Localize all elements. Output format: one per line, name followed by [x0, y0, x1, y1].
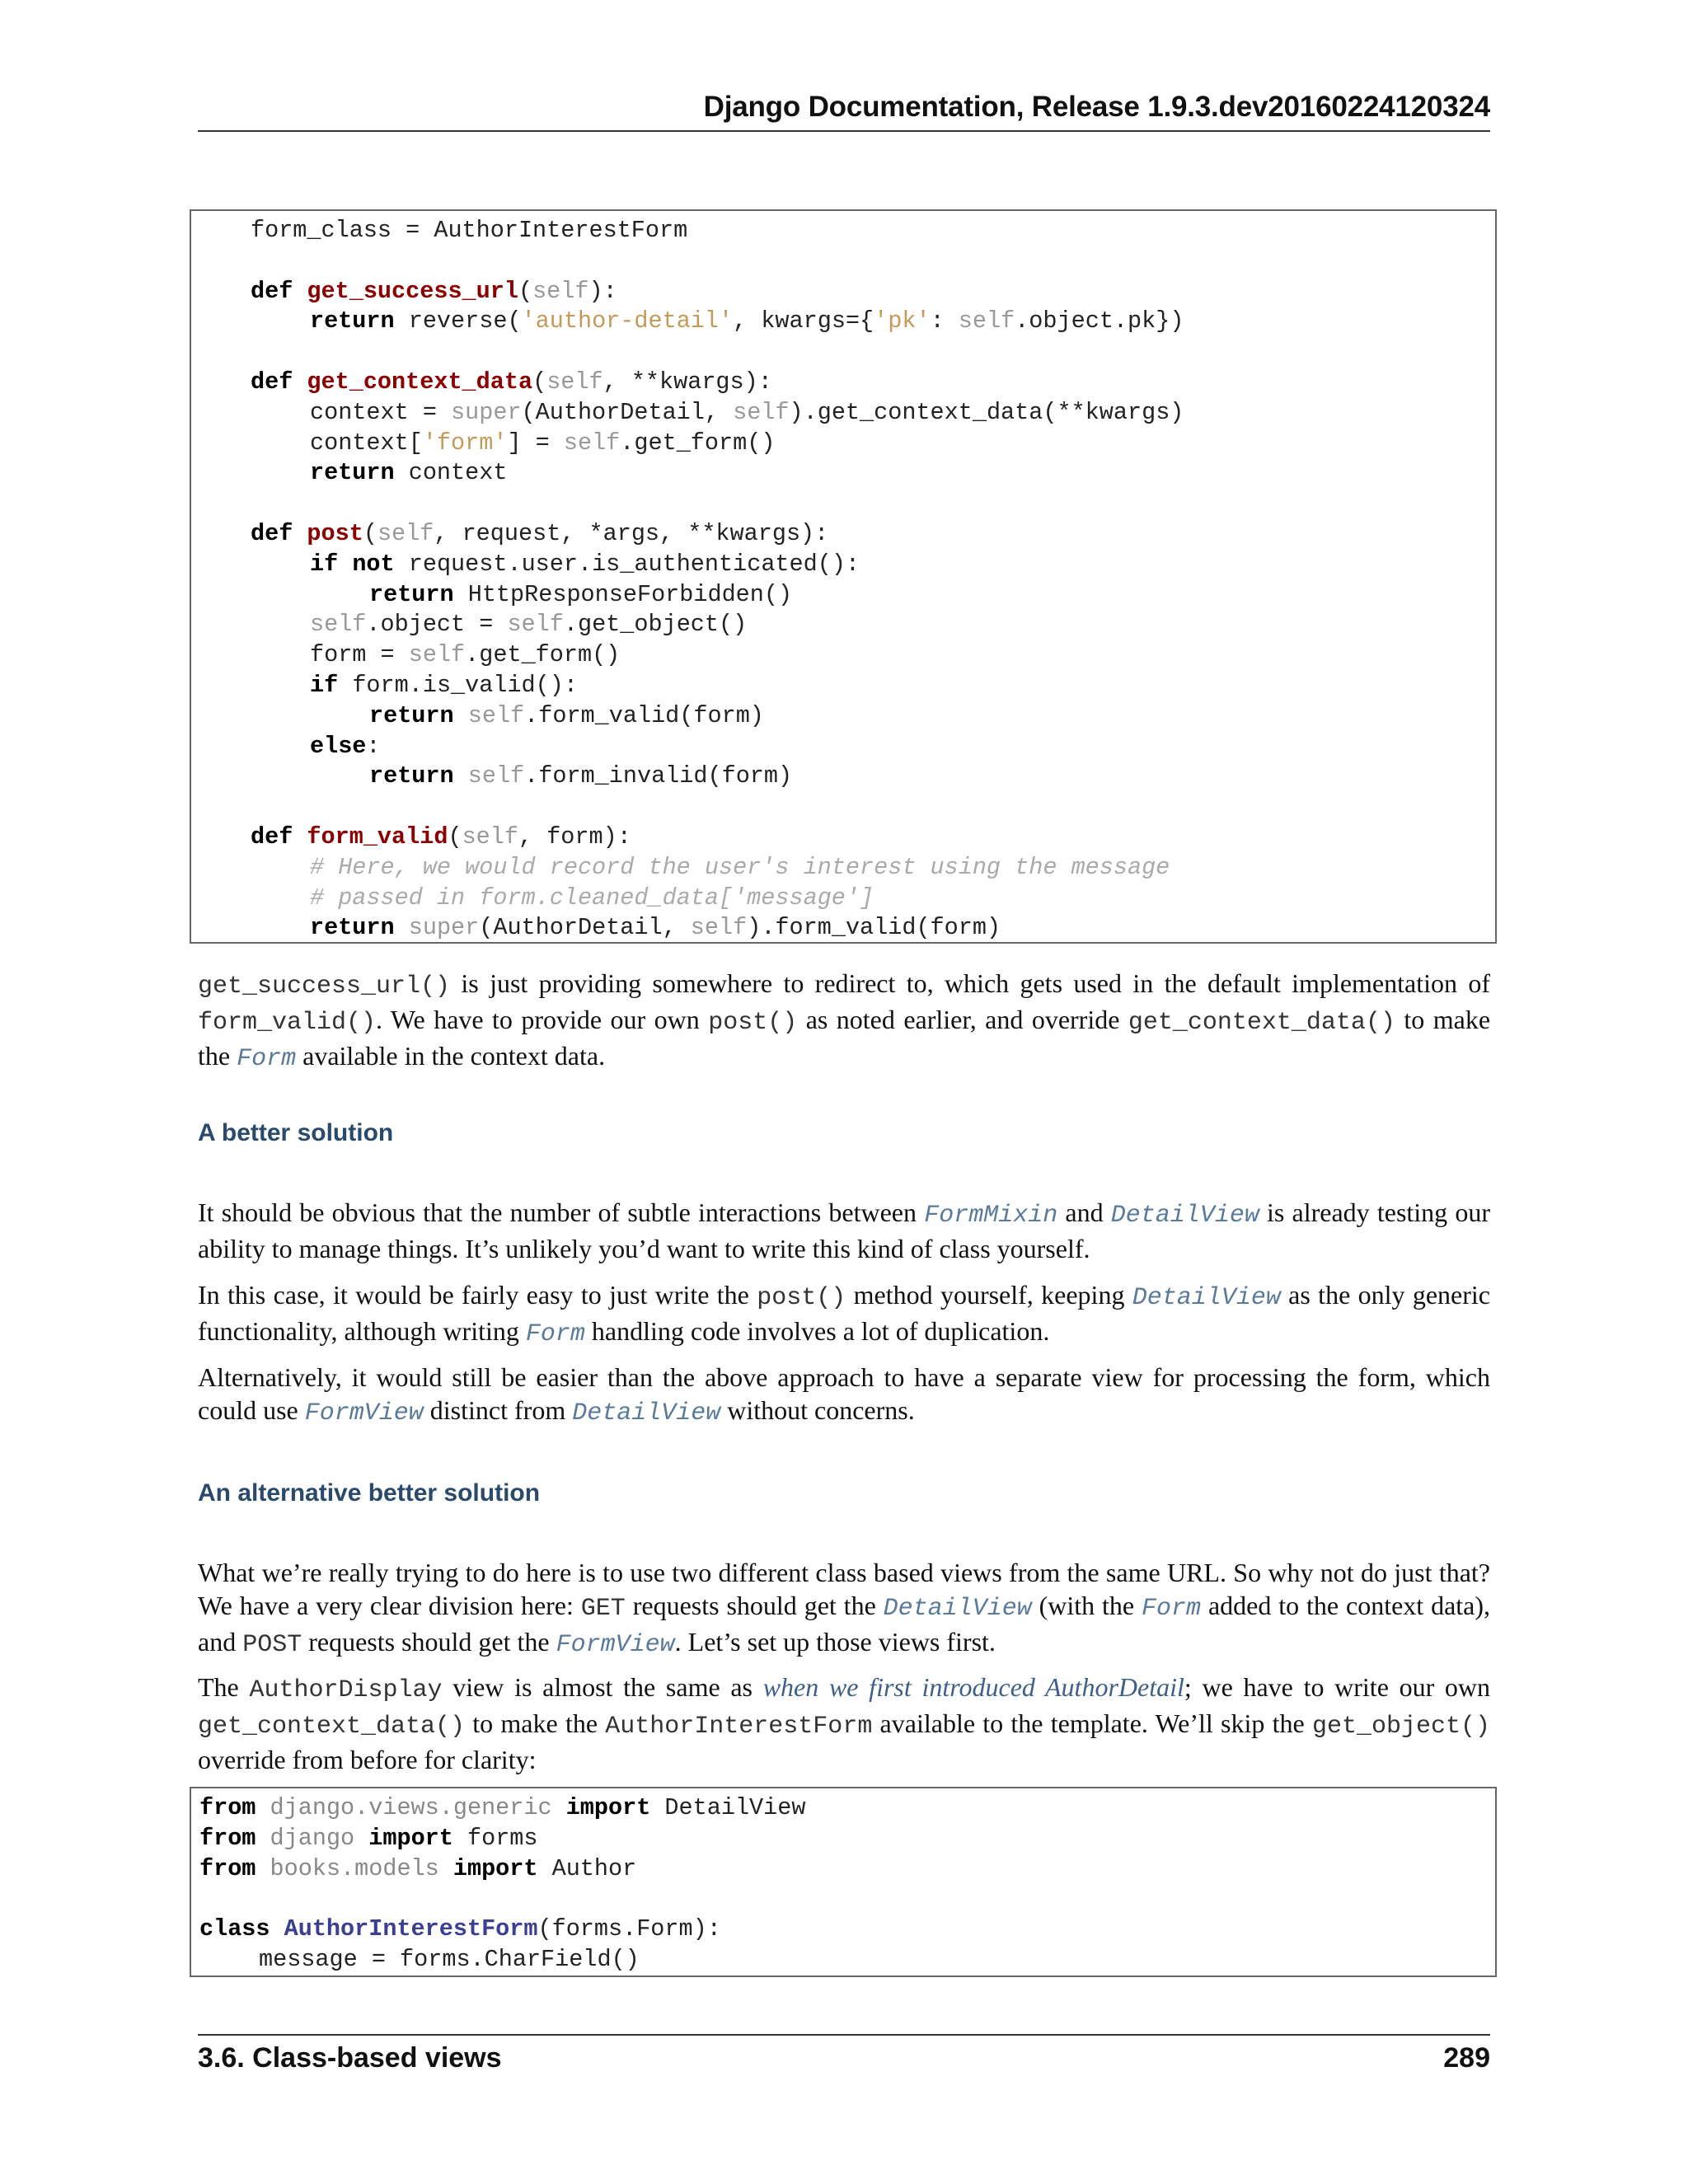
footer-section-title: 3.6. Class-based views — [198, 2042, 502, 2074]
code-line: return context — [310, 459, 508, 487]
code-line: return self.form_invalid(form) — [369, 762, 793, 790]
code-line: context = super(AuthorDetail, self).get_context_data(**kwargs) — [310, 398, 1184, 426]
code-line: if not request.user.is_authenticated(): — [310, 550, 860, 578]
reference-link[interactable]: FormMixin — [924, 1202, 1058, 1230]
code-line — [191, 489, 1495, 519]
code-line: from django import forms — [199, 1824, 538, 1852]
code-line: self.object = self.get_object() — [310, 611, 748, 639]
code-line — [191, 337, 1495, 368]
code-line: def form_valid(self, form): — [251, 823, 631, 851]
paragraph-subtle-interactions: It should be obvious that the number of subtle interactions between FormMixin and DetailView is already testing our ability to manage things. It’s unlikely you’d want to write this kind of class yourself. — [198, 1197, 1491, 1263]
header-rule — [198, 130, 1490, 132]
code-comment: # passed in form.cleaned_data['message'] — [310, 883, 874, 912]
code-line: from django.views.generic import DetailView — [199, 1794, 806, 1821]
code-line: from books.models import Author — [199, 1854, 637, 1882]
code-line — [191, 1884, 1495, 1915]
reference-link[interactable]: DetailView — [883, 1595, 1032, 1623]
code-line: form = self.get_form() — [310, 641, 621, 669]
cross-reference-link[interactable]: when we first introduced AuthorDetail — [762, 1672, 1184, 1702]
footer-page-number: 289 — [1443, 2042, 1490, 2074]
reference-link[interactable]: DetailView — [1132, 1284, 1281, 1312]
code-line: def get_context_data(self, **kwargs): — [251, 368, 772, 396]
paragraph-alternatively: Alternatively, it would still be easier than the above approach to have a separate view for processing the form, which could use FormView distinct from DetailView without concerns. — [198, 1362, 1490, 1427]
code-line: def get_success_url(self): — [251, 277, 617, 305]
paragraph-two-views: What we’re really trying to do here is to use two different class based views from the same URL. So why not do just that? We have a very clear division here: GET requests should get the DetailView (with the Form added to the context data), and POST requests should get the FormView. Let’s set up those views first. — [198, 1558, 1491, 1659]
section-heading: A better solution — [198, 1119, 394, 1146]
code-line: class AuthorInterestForm(forms.Form): — [199, 1915, 721, 1943]
code-line: context['form'] = self.get_form() — [310, 429, 776, 457]
reference-link[interactable]: Form — [525, 1320, 585, 1348]
code-line — [191, 792, 1495, 823]
code-line: else: — [310, 732, 381, 760]
code-line: def post(self, request, *args, **kwargs): — [251, 519, 829, 547]
reference-link[interactable]: FormView — [556, 1631, 675, 1659]
paragraph-success-url: get_success_url() is just providing somewhere to redirect to, which gets used in the default implementation of form_valid(). We have to provide our own post() as noted earlier, and override get_context_data() to make the Form available in the context data. — [198, 968, 1491, 1073]
code-line: return HttpResponseForbidden() — [369, 580, 793, 608]
code-block-view-methods — [190, 209, 1497, 944]
code-line: return super(AuthorDetail, self).form_valid(form) — [310, 914, 1001, 942]
reference-link[interactable]: Form — [1142, 1595, 1202, 1623]
reference-link[interactable]: DetailView — [572, 1399, 721, 1427]
code-block-author-interest-form — [190, 1787, 1497, 1977]
code-line: if form.is_valid(): — [310, 671, 578, 699]
code-line: return self.form_valid(form) — [369, 701, 764, 729]
reference-link[interactable]: FormView — [304, 1399, 424, 1427]
code-line: form_class = AuthorInterestForm — [251, 217, 688, 244]
paragraph-author-display: The AuthorDisplay view is almost the same as when we first introduced AuthorDetail; we have to write our own get_context_data() to make the AuthorInterestForm available to the template. We’ll skip the get_object() override from before for clarity: — [198, 1672, 1491, 1774]
section-heading: An alternative better solution — [198, 1479, 541, 1507]
reference-link[interactable]: Form — [237, 1045, 297, 1073]
paragraph-write-post: In this case, it would be fairly easy to just write the post() method yourself, keeping DetailView as the only generic functionality, although writing Form handling code involves a lot of duplication. — [198, 1280, 1491, 1348]
reference-link[interactable]: DetailView — [1110, 1202, 1259, 1230]
code-comment: # Here, we would record the user's interest using the message — [310, 853, 1170, 881]
code-line — [191, 246, 1495, 277]
footer-rule — [198, 2034, 1490, 2036]
code-line: message = forms.CharField() — [259, 1945, 640, 1973]
page-header-title: Django Documentation, Release 1.9.3.dev20160224120324 — [703, 91, 1490, 123]
code-line: return reverse('author-detail', kwargs={'pk': self.object.pk}) — [310, 307, 1184, 335]
